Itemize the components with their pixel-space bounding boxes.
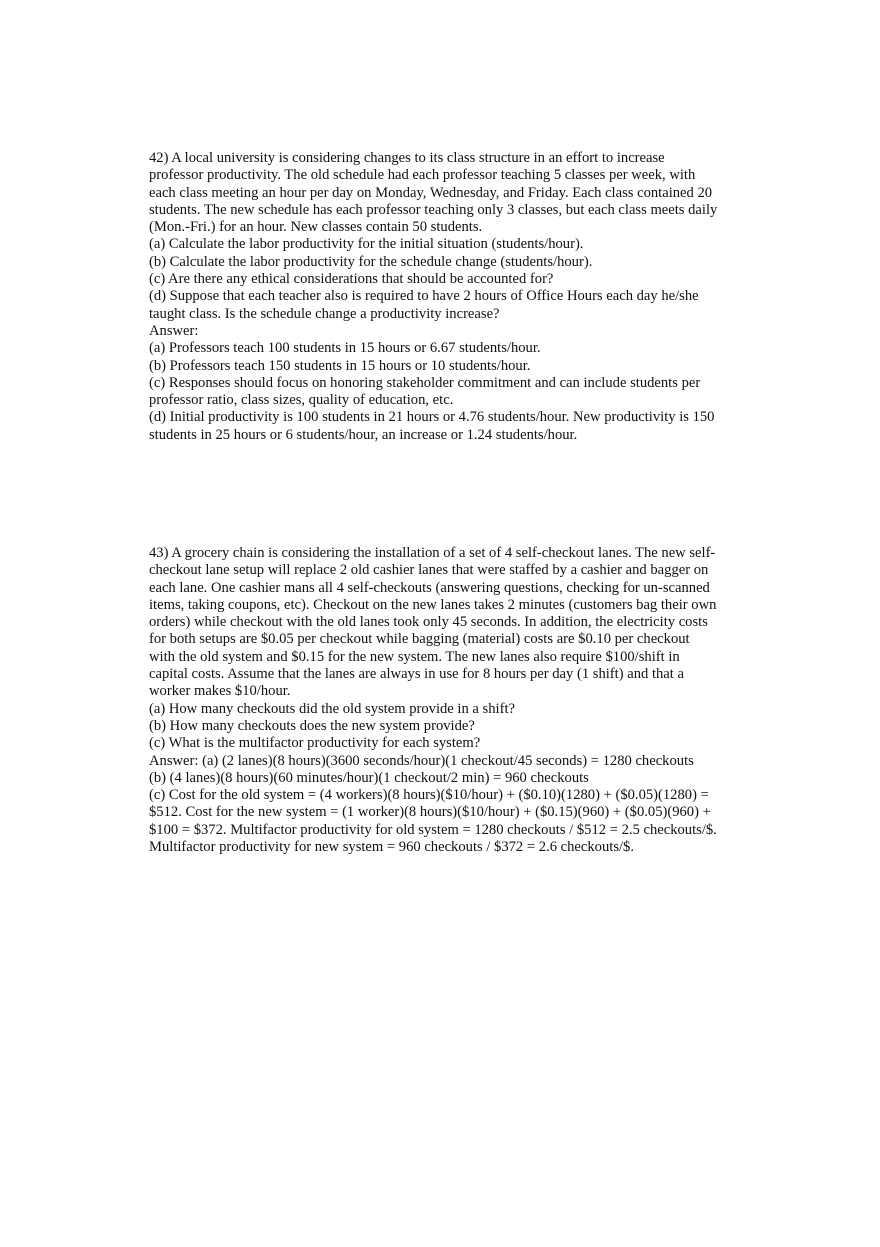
question-43 [149,545,739,856]
question-42-line: (d) Suppose that each teacher also is required to have 2 hours of Office Hours each day he/she [149,288,699,305]
question-43-line: capital costs. Assume that the lanes are always in use for 8 hours per day (1 shift) and that a [149,666,684,683]
question-42-line: (Mon.-Fri.) for an hour. New classes contain 50 students. [149,219,483,236]
question-43-line: orders) while checkout with the old lanes took only 45 seconds. In addition, the electricity costs [149,614,708,631]
question-42-line: (c) Are there any ethical considerations that should be accounted for? [149,271,554,288]
question-42-line: Answer: [149,322,199,339]
question-42-line: professor ratio, class sizes, quality of education, etc. [149,392,454,409]
question-43-line: worker makes $10/hour. [149,683,291,700]
question-43-line: (c) Cost for the old system = (4 workers)(8 hours)($10/hour) + ($0.10)(1280) + ($0.05)(1280) = [149,787,709,804]
question-43-line: Answer: (a) (2 lanes)(8 hours)(3600 seconds/hour)(1 checkout/45 seconds) = 1280 checkouts [149,752,694,769]
question-43-line: (b) How many checkouts does the new system provide? [149,717,475,734]
question-42-line: (c) Responses should focus on honoring stakeholder commitment and can include students per [149,374,701,391]
question-43-line: Multifactor productivity for new system = 960 checkouts / $372 = 2.6 checkouts/$. [149,839,634,856]
question-43-line: for both setups are $0.05 per checkout while bagging (material) costs are $0.10 per checkout [149,631,690,648]
question-42-line: (d) Initial productivity is 100 students in 21 hours or 4.76 students/hour. New productivity is 150 [149,409,715,426]
question-43-line: (a) How many checkouts did the old system provide in a shift? [149,700,515,717]
question-42-line: (a) Professors teach 100 students in 15 hours or 6.67 students/hour. [149,340,541,357]
question-43-line: with the old system and $0.15 for the new system. The new lanes also require $100/shift in [149,648,680,665]
question-42-line: each class meeting an hour per day on Monday, Wednesday, and Friday. Each class contained 20 [149,184,713,201]
question-43-line: (c) What is the multifactor productivity for each system? [149,735,481,752]
question-42-line: students in 25 hours or 6 students/hour, an increase or 1.24 students/hour. [149,426,578,443]
question-43-line: 43) A grocery chain is considering the installation of a set of 4 self-checkout lanes. The new self- [149,545,716,561]
question-42-line: (a) Calculate the labor productivity for the initial situation (students/hour). [149,236,584,253]
question-42-line: students. The new schedule has each professor teaching only 3 classes, but each class meets daily [149,201,718,218]
question-42 [149,150,739,444]
question-42-line: (b) Calculate the labor productivity for the schedule change (students/hour). [149,253,593,270]
question-42-line: taught class. Is the schedule change a productivity increase? [149,305,500,322]
question-42-line: 42) A local university is considering changes to its class structure in an effort to increase [149,150,665,166]
question-43-line: $512. Cost for the new system = (1 worker)(8 hours)($10/hour) + ($0.15)(960) + ($0.05)(960) + [149,804,711,821]
question-43-line: each lane. One cashier mans all 4 self-checkouts (answering questions, checking for un-scanned [149,579,710,596]
question-43-line: (b) (4 lanes)(8 hours)(60 minutes/hour)(1 checkout/2 min) = 960 checkouts [149,769,589,786]
question-42-line: (b) Professors teach 150 students in 15 hours or 10 students/hour. [149,357,531,374]
question-42-line: professor productivity. The old schedule had each professor teaching 5 classes per week, with [149,167,696,184]
question-43-line: $100 = $372. Multifactor productivity for old system = 1280 checkouts / $512 = 2.5 checkouts/$. [149,821,717,838]
question-43-line: checkout lane setup will replace 2 old cashier lanes that were staffed by a cashier and bagger on [149,562,709,579]
question-43-line: items, taking coupons, etc). Checkout on the new lanes takes 2 minutes (customers bag their own [149,596,717,613]
